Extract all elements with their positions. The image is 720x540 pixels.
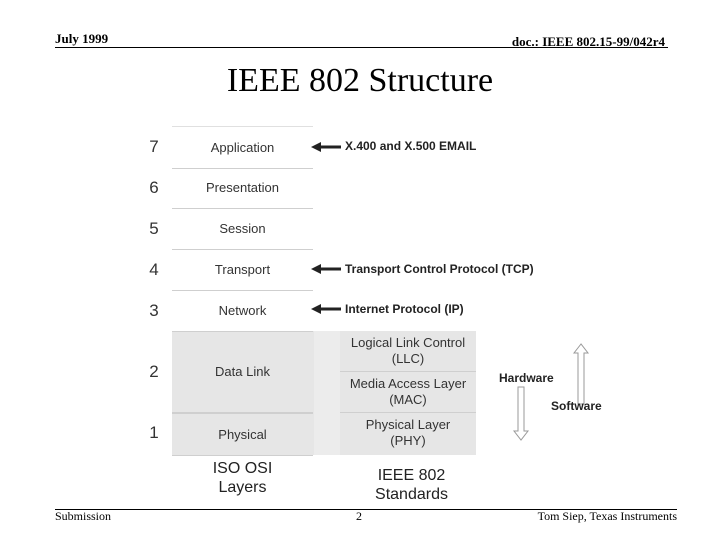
osi-layer-application: Application bbox=[172, 126, 313, 169]
arrow-up-icon bbox=[571, 343, 591, 405]
iso-osi-label-line2: Layers bbox=[218, 479, 267, 496]
ieee-mac-title: Media Access Layer bbox=[349, 376, 467, 391]
osi-layer-network: Network bbox=[172, 290, 313, 332]
ieee-mac bbox=[340, 372, 476, 413]
ieee-802-label-line2: Standards bbox=[375, 486, 448, 503]
osi-layer-session: Session bbox=[172, 208, 313, 250]
ieee-mac-abbr: (MAC) bbox=[389, 392, 427, 407]
layer-number-2: 2 bbox=[149, 362, 159, 381]
arrow-left-icon bbox=[311, 263, 341, 275]
ieee-phy-abbr: (PHY) bbox=[390, 433, 426, 448]
layer-number-3: 3 bbox=[149, 301, 159, 320]
arrow-down-icon bbox=[511, 386, 531, 441]
ieee-phy bbox=[340, 413, 476, 453]
osi-layer-data-link: Data Link bbox=[172, 331, 313, 413]
ieee-802-label bbox=[340, 466, 483, 504]
ieee-llc-title: Logical Link Control bbox=[350, 335, 466, 350]
layer-number-4: 4 bbox=[149, 260, 159, 279]
osi-layer-physical: Physical bbox=[172, 413, 313, 456]
hardware-label: Hardware bbox=[499, 371, 554, 385]
osi-layer-presentation: Presentation bbox=[172, 167, 313, 209]
header-rule bbox=[55, 47, 668, 48]
ieee-llc bbox=[340, 331, 476, 372]
protocol-email: X.400 and X.500 EMAIL bbox=[345, 139, 477, 153]
header-date: July 1999 bbox=[55, 31, 109, 46]
ieee-802-label-line1: IEEE 802 bbox=[377, 467, 446, 484]
protocol-tcp: Transport Control Protocol (TCP) bbox=[345, 262, 534, 276]
osi-layer-transport: Transport bbox=[172, 249, 313, 291]
footer-author: Tom Siep, Texas Instruments bbox=[537, 509, 677, 523]
arrow-left-icon bbox=[311, 303, 341, 315]
layer-number-6: 6 bbox=[149, 178, 159, 197]
iso-osi-label-line1: ISO OSI bbox=[212, 460, 273, 477]
footer-submission: Submission bbox=[55, 509, 112, 523]
arrow-left-icon bbox=[311, 141, 341, 153]
iso-osi-label bbox=[172, 459, 313, 497]
layer-number-5: 5 bbox=[149, 219, 159, 238]
software-label: Software bbox=[551, 399, 602, 413]
protocol-ip: Internet Protocol (IP) bbox=[345, 302, 464, 316]
footer-page-number: 2 bbox=[356, 509, 362, 523]
ieee-llc-abbr: (LLC) bbox=[391, 351, 425, 366]
header-doc-id: doc.: IEEE 802.15-99/042r4 bbox=[511, 34, 665, 49]
layer-number-7: 7 bbox=[149, 137, 159, 156]
ieee-phy-title: Physical Layer bbox=[365, 417, 451, 432]
slide-title: IEEE 802 Structure bbox=[226, 62, 494, 99]
layer-number-1: 1 bbox=[149, 423, 159, 442]
lower-layers-gap bbox=[314, 331, 340, 455]
